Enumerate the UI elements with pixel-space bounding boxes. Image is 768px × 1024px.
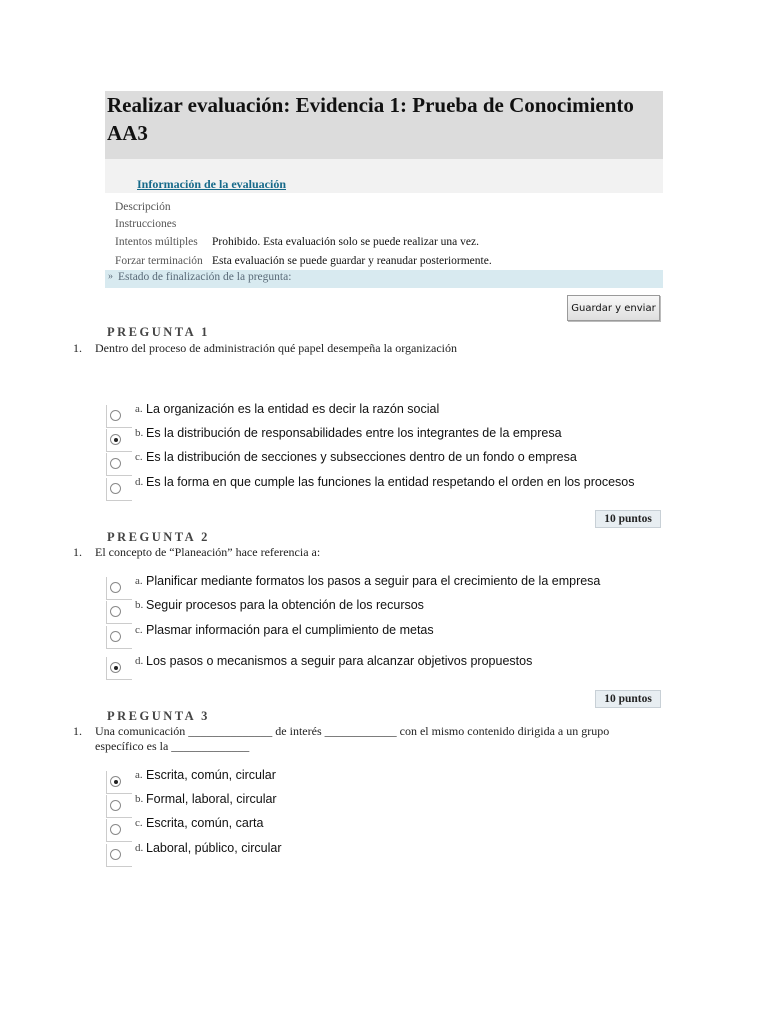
radio-cell — [106, 577, 132, 600]
page-title: Realizar evaluación: Evidencia 1: Prueba de Conocimiento AA3 — [107, 93, 634, 145]
radio-cell — [106, 844, 132, 867]
option-text: La organización es la entidad es decir la razón social — [146, 402, 440, 416]
option-text: Los pasos o mecanismos a seguir para alcanzar objetivos propuestos — [146, 654, 533, 668]
option-text: Escrita, común, carta — [146, 816, 264, 830]
question-1-points: 10 puntos — [595, 510, 661, 528]
question-1-number: 1. — [73, 341, 82, 355]
radio-cell — [106, 478, 132, 501]
option-text: Laboral, público, circular — [146, 841, 282, 855]
radio-button[interactable] — [110, 631, 121, 642]
completion-status-label: Estado de finalización de la pregunta: — [118, 271, 292, 283]
page-header — [105, 91, 663, 159]
radio-cell — [106, 771, 132, 794]
option-letter: c. — [135, 451, 143, 463]
info-value-forzar: Esta evaluación se puede guardar y reanudar posteriormente. — [212, 255, 492, 267]
question-2-number: 1. — [73, 545, 82, 559]
radio-cell — [106, 429, 132, 452]
option-letter: a. — [135, 575, 143, 587]
option-text: Formal, laboral, circular — [146, 792, 277, 806]
info-label-forzar: Forzar terminación — [115, 255, 203, 267]
radio-button[interactable] — [110, 483, 121, 494]
option-letter: b. — [135, 599, 144, 611]
info-bar — [105, 159, 663, 193]
option-text: Es la forma en que cumple las funciones la entidad respetando el orden en los procesos — [146, 475, 635, 489]
radio-cell — [106, 657, 132, 680]
save-and-submit-button[interactable]: Guardar y enviar — [567, 295, 660, 321]
option-text: Es la distribución de responsabilidades entre los integrantes de la empresa — [146, 426, 562, 440]
option-text: Planificar mediante formatos los pasos a seguir para el crecimiento de la empresa — [146, 574, 601, 588]
radio-cell — [106, 601, 132, 624]
radio-button[interactable] — [110, 458, 121, 469]
question-3-title: PREGUNTA 3 — [107, 709, 210, 723]
option-letter: c. — [135, 817, 143, 829]
question-1-text: Dentro del proceso de administración qué papel desempeña la organización — [95, 341, 457, 355]
option-text: Escrita, común, circular — [146, 768, 276, 782]
question-2-title: PREGUNTA 2 — [107, 530, 210, 544]
radio-button[interactable] — [110, 410, 121, 421]
info-link[interactable]: Información de la evaluación — [137, 177, 286, 191]
radio-cell — [106, 453, 132, 476]
option-letter: a. — [135, 403, 143, 415]
option-text: Seguir procesos para la obtención de los recursos — [146, 598, 424, 612]
question-1-title: PREGUNTA 1 — [107, 325, 210, 339]
radio-button-selected[interactable] — [110, 662, 121, 673]
radio-button-selected[interactable] — [110, 776, 121, 787]
radio-button[interactable] — [110, 800, 121, 811]
option-letter: d. — [135, 476, 144, 488]
option-letter: b. — [135, 793, 144, 805]
completion-status-bar[interactable] — [105, 270, 663, 288]
option-letter: b. — [135, 427, 144, 439]
radio-button[interactable] — [110, 606, 121, 617]
option-letter: d. — [135, 842, 144, 854]
radio-cell — [106, 795, 132, 818]
radio-cell — [106, 626, 132, 649]
info-value-intentos: Prohibido. Esta evaluación solo se puede realizar una vez. — [212, 236, 479, 248]
info-label-intentos: Intentos múltiples — [115, 236, 198, 248]
question-2-points: 10 puntos — [595, 690, 661, 708]
radio-cell — [106, 405, 132, 428]
info-label-instrucciones: Instrucciones — [115, 218, 177, 230]
radio-cell — [106, 819, 132, 842]
option-letter: d. — [135, 655, 144, 667]
radio-button-selected[interactable] — [110, 434, 121, 445]
option-letter: c. — [135, 624, 143, 636]
radio-button[interactable] — [110, 582, 121, 593]
option-text: Es la distribución de secciones y subsecciones dentro de un fondo o empresa — [146, 450, 577, 464]
question-3-text: Una comunicación ______________ de interés ____________ con el mismo contenido dirigida a un grupo específico es la _____________ — [95, 724, 610, 753]
question-3-number: 1. — [73, 724, 82, 738]
question-2-text: El concepto de “Planeación” hace referencia a: — [95, 545, 321, 559]
radio-button[interactable] — [110, 849, 121, 860]
double-chevron-down-icon: » — [108, 271, 113, 282]
info-label-descripcion: Descripción — [115, 201, 171, 213]
option-text: Plasmar información para el cumplimiento de metas — [146, 623, 434, 637]
radio-button[interactable] — [110, 824, 121, 835]
option-letter: a. — [135, 769, 143, 781]
